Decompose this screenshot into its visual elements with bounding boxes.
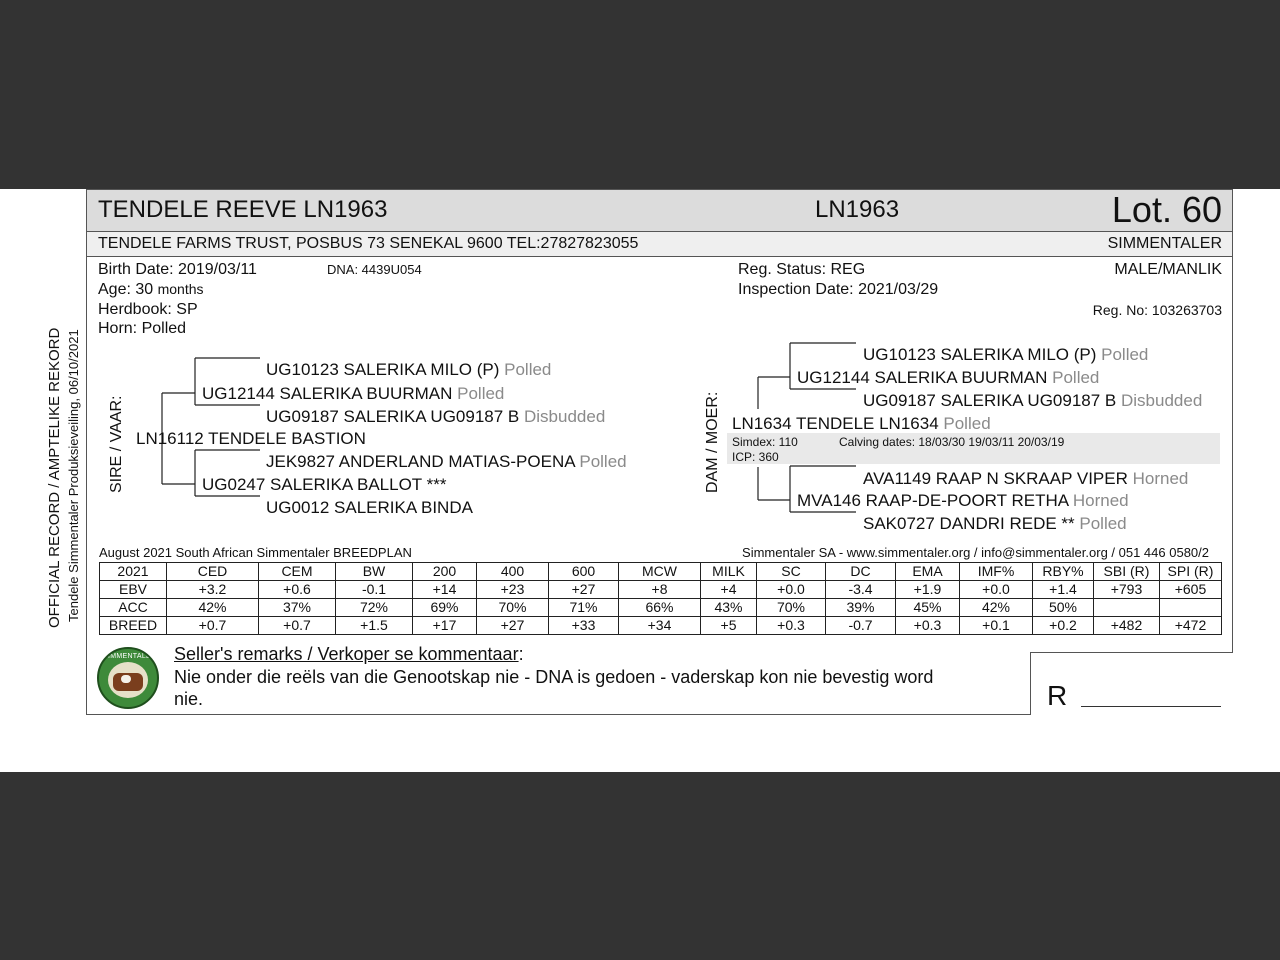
table-cell: +0.2 [1033, 617, 1094, 635]
remarks-heading-text: Seller's remarks / Verkoper se kommentaar [174, 644, 519, 664]
table-cell: +4 [701, 581, 757, 599]
table-header-cell: 600 [549, 563, 619, 581]
ped-name: JEK9827 ANDERLAND MATIAS-POENA [266, 452, 575, 471]
price-label: R [1047, 680, 1068, 711]
breed-label: SIMMENTALER [1107, 235, 1222, 252]
ped-horn: Polled [1101, 345, 1149, 364]
table-cell: +1.9 [896, 581, 960, 599]
dam-name [732, 414, 991, 434]
table-cell: 70% [757, 599, 826, 617]
table-cell: 37% [259, 599, 336, 617]
dam-dam-sire [863, 469, 1188, 489]
sire-dam [202, 475, 446, 495]
table-cell: +33 [549, 617, 619, 635]
inspection-date: Inspection Date: 2021/03/29 [738, 281, 939, 298]
ped-horn: Horned [1072, 491, 1129, 510]
ped-name: UG10123 SALERIKA MILO (P) [863, 345, 1097, 364]
ped-horn: Polled [1079, 514, 1127, 533]
ped-horn: Disbudded [524, 407, 606, 426]
table-cell: +8 [619, 581, 701, 599]
ped-horn: Horned [1132, 469, 1189, 488]
sire-name: LN16112 TENDELE BASTION [136, 429, 366, 448]
table-cell: 45% [896, 599, 960, 617]
table-cell: +34 [619, 617, 701, 635]
table-header-cell: DC [826, 563, 896, 581]
table-cell: 42% [167, 599, 259, 617]
table-cell: +17 [413, 617, 477, 635]
remarks-line-1: Nie onder die reëls van die Genootskap nie - DNA is gedoen - vaderskap kon nie bevestig word [174, 667, 934, 687]
table-header-cell: IMF% [960, 563, 1033, 581]
contact-caption: Simmentaler SA - www.simmentaler.org / info@simmentaler.org / 051 446 0580/2 [742, 545, 1209, 560]
ped-horn: Polled [943, 414, 991, 433]
table-cell: +1.5 [336, 617, 413, 635]
sire-sire-dam [266, 407, 605, 427]
simdex: Simdex: 110 [732, 435, 798, 449]
table-row [100, 599, 1222, 617]
table-cell: 71% [549, 599, 619, 617]
ped-name: UG0012 SALERIKA BINDA [266, 498, 473, 517]
reg-status: Reg. Status: REG [738, 261, 866, 278]
table-cell: +3.2 [167, 581, 259, 599]
table-header-cell: SBI (R) [1094, 563, 1160, 581]
dam-sire-dam [863, 391, 1202, 411]
ped-name: UG0247 SALERIKA BALLOT *** [202, 475, 447, 494]
table-header-cell: MCW [619, 563, 701, 581]
registration-code: LN1963 [815, 196, 900, 223]
dna-code: DNA: 4439U054 [327, 262, 422, 277]
logo-text: SIMMENTALER [103, 653, 157, 660]
sire-dam-sire [266, 452, 627, 472]
ped-horn: Polled [579, 452, 627, 471]
ped-name: AVA1149 RAAP N SKRAAP VIPER [863, 469, 1128, 488]
dam-dam [797, 491, 1129, 511]
table-cell: 42% [960, 599, 1033, 617]
table-cell: +0.7 [259, 617, 336, 635]
table-row [100, 581, 1222, 599]
ped-name: UG10123 SALERIKA MILO (P) [266, 360, 500, 379]
registration-number: Reg. No: 103263703 [1092, 302, 1222, 318]
table-cell: +0.3 [896, 617, 960, 635]
table-header-cell: 400 [477, 563, 549, 581]
table-header-cell: EMA [896, 563, 960, 581]
table-cell: 70% [477, 599, 549, 617]
table-cell: +0.1 [960, 617, 1033, 635]
sire-label: SIRE / VAAR: [108, 395, 125, 493]
breedplan-caption: August 2021 South African Simmentaler BREEDPLAN [99, 545, 412, 560]
table-cell [1160, 599, 1222, 617]
dam-sire [797, 368, 1099, 388]
ped-name: MVA146 RAAP-DE-POORT RETHA [797, 491, 1069, 510]
lot-number: Lot. 60 [1111, 189, 1222, 230]
table-header-row [100, 563, 1222, 581]
ped-name: LN1634 TENDELE LN1634 [732, 414, 939, 433]
table-cell: 72% [336, 599, 413, 617]
remarks-heading [174, 644, 524, 665]
row-label-cell: EBV [100, 581, 167, 599]
herdbook: Herdbook: SP [98, 301, 198, 318]
sale-name-label: Tendele Simmentaler Produksieveiling, 06/10/2021 [66, 329, 81, 622]
sex-label: MALE/MANLIK [1114, 261, 1222, 278]
table-cell: +793 [1094, 581, 1160, 599]
table-header-cell: 2021 [100, 563, 167, 581]
ped-name: UG12144 SALERIKA BUURMAN [202, 384, 453, 403]
table-header-cell: SC [757, 563, 826, 581]
ped-name: UG09187 SALERIKA UG09187 B [266, 407, 520, 426]
table-cell: +27 [549, 581, 619, 599]
icp: ICP: 360 [732, 450, 779, 464]
ped-horn: Polled [1052, 368, 1100, 387]
owner-line: TENDELE FARMS TRUST, POSBUS 73 SENEKAL 9600 TEL:27827823055 [98, 235, 639, 252]
dam-sire-sire [863, 345, 1148, 365]
cow-marking-icon [121, 675, 131, 683]
row-label-cell: BREED [100, 617, 167, 635]
remarks-line-2: nie. [174, 689, 204, 709]
age-value: Age: 30 [98, 281, 154, 298]
table-cell: +482 [1094, 617, 1160, 635]
row-label-cell: ACC [100, 599, 167, 617]
table-cell: +0.3 [757, 617, 826, 635]
table-cell: +472 [1160, 617, 1222, 635]
horn-status: Horn: Polled [98, 320, 187, 337]
ped-name: UG12144 SALERIKA BUURMAN [797, 368, 1048, 387]
table-cell: +1.4 [1033, 581, 1094, 599]
table-cell: +0.6 [259, 581, 336, 599]
calving-dates: Calving dates: 18/03/30 19/03/11 20/03/19 [839, 435, 1065, 449]
table-cell: 43% [701, 599, 757, 617]
table-cell: +0.7 [167, 617, 259, 635]
table-row [100, 617, 1222, 635]
dam-dam-dam [863, 514, 1127, 534]
dam-label: DAM / MOER: [704, 391, 721, 493]
table-header-cell: SPI (R) [1160, 563, 1222, 581]
age-unit: months [157, 281, 204, 297]
table-header-cell: CEM [259, 563, 336, 581]
table-cell: 69% [413, 599, 477, 617]
table-cell: -0.7 [826, 617, 896, 635]
table-header-cell: MILK [701, 563, 757, 581]
table-cell: +14 [413, 581, 477, 599]
table-cell: 66% [619, 599, 701, 617]
animal-name: TENDELE REEVE LN1963 [98, 196, 388, 223]
table-cell: +27 [477, 617, 549, 635]
ped-horn: Polled [504, 360, 552, 379]
table-cell: 39% [826, 599, 896, 617]
price-input-line[interactable] [1081, 706, 1221, 707]
table-cell: +605 [1160, 581, 1222, 599]
sire-sire-sire [266, 360, 551, 380]
birth-date: Birth Date: 2019/03/11 [98, 261, 257, 278]
ped-horn: Disbudded [1121, 391, 1203, 410]
table-cell: 50% [1033, 599, 1094, 617]
table-header-cell: RBY% [1033, 563, 1094, 581]
sire-dam-dam [266, 498, 473, 518]
table-cell: -0.1 [336, 581, 413, 599]
table-cell: +0.0 [757, 581, 826, 599]
table-cell: +0.0 [960, 581, 1033, 599]
table-header-cell: BW [336, 563, 413, 581]
remarks-colon: : [518, 644, 524, 664]
table-header-cell: 200 [413, 563, 477, 581]
table-cell: +5 [701, 617, 757, 635]
table-cell [1094, 599, 1160, 617]
ped-horn: Polled [457, 384, 505, 403]
ebv-table [99, 562, 1222, 635]
official-record-label: OFFICIAL RECORD / AMPTELIKE REKORD [46, 327, 63, 628]
simmentaler-logo [97, 647, 159, 709]
table-cell: +23 [477, 581, 549, 599]
sire-sire [202, 384, 504, 404]
table-header-cell: CED [167, 563, 259, 581]
ped-name: UG09187 SALERIKA UG09187 B [863, 391, 1117, 410]
ped-name: SAK0727 DANDRI REDE ** [863, 514, 1075, 533]
table-cell: -3.4 [826, 581, 896, 599]
